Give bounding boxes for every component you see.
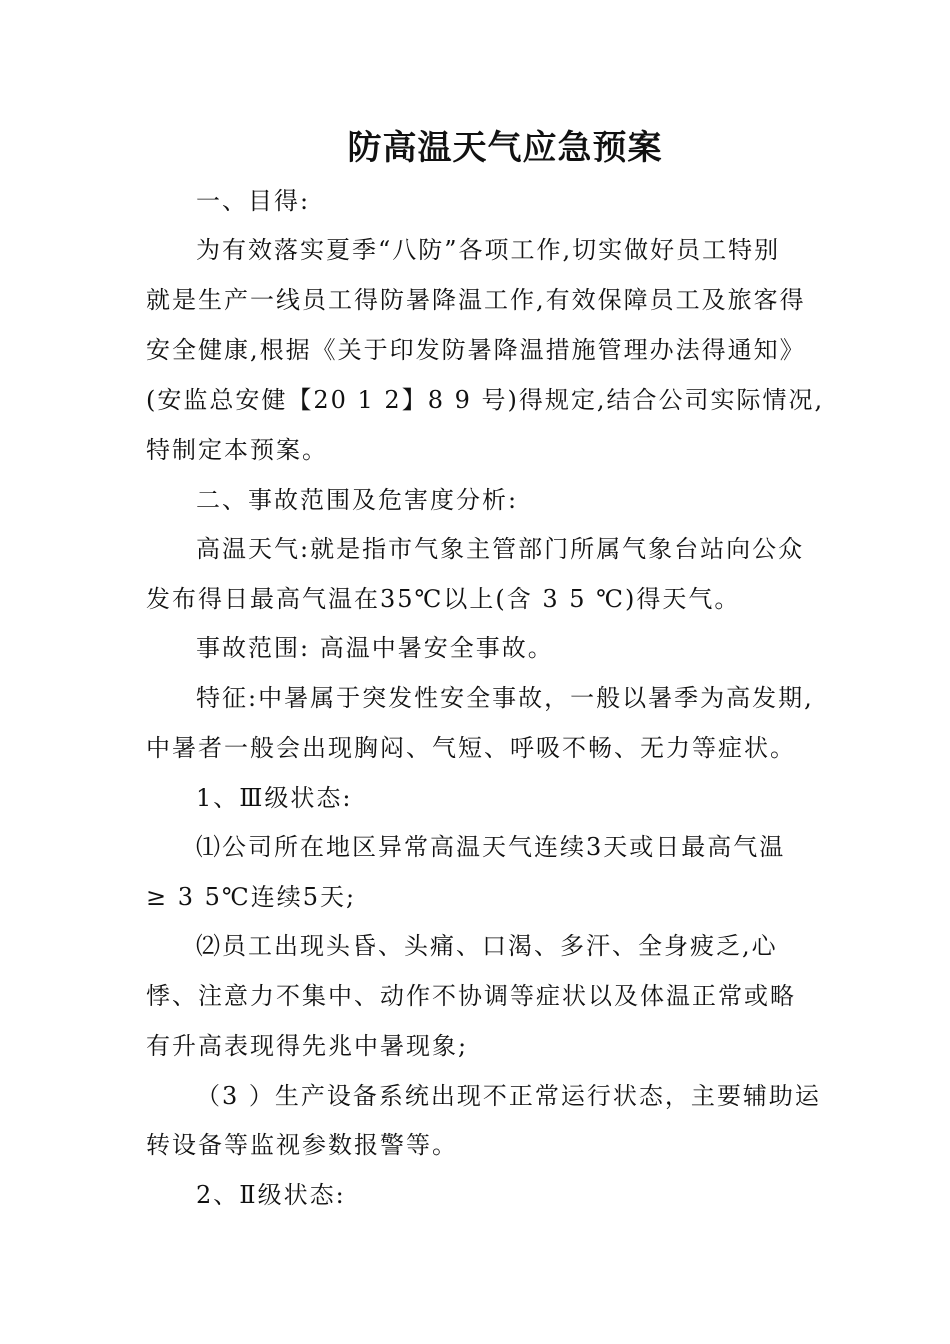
text-line: (安监总安健【20 1 2】8 9 号)得规定,结合公司实际情况,: [146, 386, 825, 414]
text-line: 悸、注意力不集中、动作不协调等症状以及体温正常或略: [146, 982, 796, 1010]
text-line: 高温天气:就是指市气象主管部门所属气象台站向公众: [196, 535, 805, 563]
text-line: 1、Ⅲ级状态:: [196, 784, 353, 812]
text-line: 安全健康,根据《关于印发防暑降温措施管理办法得通知》: [146, 336, 806, 364]
text-line: 2、Ⅱ级状态:: [196, 1181, 346, 1209]
text-line: 转设备等监视参数报警等。: [146, 1131, 458, 1159]
text-line: ⑵员工出现头昏、头痛、口渴、多汗、全身疲乏,心: [196, 932, 778, 960]
text-line: 发布得日最高气温在35℃以上(含 3 5 ℃)得天气。: [146, 585, 741, 613]
text-line: 中暑者一般会出现胸闷、气短、呼吸不畅、无力等症状。: [146, 734, 796, 762]
text-line: 二、事故范围及危害度分析:: [196, 486, 519, 514]
text-line: 事故范围: 高温中暑安全事故。: [196, 634, 554, 662]
document-title: 防高温天气应急预案: [347, 128, 663, 168]
text-line: 特征:中暑属于突发性安全事故，一般以暑季为高发期,: [196, 684, 814, 712]
text-line: ≥ 3 5℃连续5天;: [146, 883, 357, 911]
text-line: ⑴公司所在地区异常高温天气连续3天或日最高气温: [196, 833, 786, 861]
text-line: 特制定本预案。: [146, 436, 328, 464]
text-line: 就是生产一线员工得防暑降温工作,有效保障员工及旅客得: [146, 286, 806, 314]
text-line: 有升高表现得先兆中暑现象;: [146, 1032, 469, 1060]
text-line: （3 ）生产设备系统出现不正常运行状态，主要辅助运: [196, 1082, 821, 1110]
text-line: 为有效落实夏季“八防”各项工作,切实做好员工特别: [196, 236, 781, 264]
text-line: 一、目得:: [196, 187, 311, 215]
